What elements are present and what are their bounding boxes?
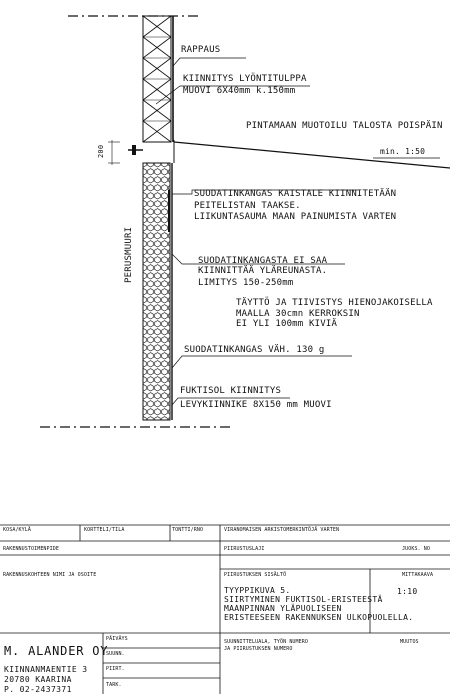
label-kiinnitys-1: KIINNITYS LYÖNTITULPPA bbox=[183, 74, 307, 84]
label-taytto-3: EI YLI 100mm KIVIÄ bbox=[236, 319, 338, 329]
tb-suunn: SUUNN. bbox=[106, 651, 125, 657]
company-name: M. ALANDER OY bbox=[4, 644, 109, 658]
tb-mittakaava: 1:10 bbox=[397, 587, 418, 596]
tb-kortteli-tila: KORTTELI/TILA bbox=[84, 527, 125, 533]
tb-suunnittelu: SUUNNITTELUALA, TYÖN NUMERO bbox=[224, 639, 308, 645]
label-pintamaan: PINTAMAAN MUOTOILU TALOSTA POISPÄIN bbox=[246, 121, 443, 131]
tb-tark: TARK. bbox=[106, 682, 122, 688]
tb-juoks-no: JUOKS. NO bbox=[402, 546, 430, 552]
label-min-slope: min. 1:50 bbox=[380, 147, 426, 156]
label-taytto-2: MAALLA 30cmn KERROKSIN bbox=[236, 309, 360, 319]
tb-sisalto-2: SIIRTYMINEN FUKTISOL-ERISTEESTÄ bbox=[224, 595, 383, 604]
label-perusmuuri: PERUSMUURI bbox=[124, 226, 134, 283]
company-phone: P. 02-2437371 bbox=[4, 685, 72, 694]
label-suod-vah: SUODATINKANGAS VÄH. 130 g bbox=[184, 345, 325, 355]
tb-piirustuslaji: PIIRUSTUSLAJI bbox=[224, 546, 265, 552]
label-suod-kaistale-3: LIIKUNTASAUMA MAAN PAINUMISTA VARTEN bbox=[194, 212, 397, 222]
dimension-200 bbox=[108, 140, 120, 165]
tb-sisalto-4: ERISTEESEEN RAKENNUKSEN ULKOPUOLELLA. bbox=[224, 613, 414, 622]
label-rappaus: RAPPAUS bbox=[181, 45, 221, 55]
tb-tontti-rno: TONTTI/RNO bbox=[172, 527, 204, 533]
label-taytto-1: TÄYTTÖ JA TIIVISTYS HIENOJAKOISELLA bbox=[236, 298, 433, 308]
label-suod-ei-1: SUODATINKANGASTA EI SAA bbox=[198, 256, 328, 266]
foundation-wall bbox=[143, 163, 170, 420]
tb-sisalto-3: MAANPINNAN YLÄPUOLISEEN bbox=[224, 604, 342, 613]
label-suod-kaistale-2: PEITELISTAN TAAKSE. bbox=[194, 201, 301, 211]
label-dim-200: 200 bbox=[97, 144, 105, 158]
label-fuktisol-1: FUKTISOL KIINNITYS bbox=[180, 386, 282, 396]
tb-suunnittelu-2: JA PIIRUSTUKSEN NUMERO bbox=[224, 646, 293, 652]
label-kiinnitys-2: MUOVI 6X40mm k.150mm bbox=[183, 86, 296, 96]
tb-paivays: PÄIVÄYS bbox=[106, 636, 128, 642]
insulation-panel bbox=[143, 16, 171, 142]
tb-rakennustoimenpide: RAKENNUSTOIMENPIDE bbox=[3, 546, 59, 552]
tb-sisalto-label: PIIRUSTUKSEN SISÄLTÖ bbox=[224, 572, 287, 578]
tb-kohteen-nimi: RAKENNUSKOHTEEN NIMI JA OSOITE bbox=[3, 572, 97, 578]
tb-muutos: MUUTOS bbox=[400, 639, 419, 645]
tb-sisalto-1: TYYPPIKUVA 5. bbox=[224, 586, 291, 595]
label-suod-kaistale-1: SUODATINKANGAS KAISTALE KIINNITETÄÄN bbox=[194, 189, 397, 199]
tb-piirt: PIIRT. bbox=[106, 666, 125, 672]
tb-viranomaisen: VIRANOMAISEN ARKISTOMERKINTÖJÄ VARTEN bbox=[224, 527, 340, 533]
company-address-1: KIINNANMAENTIE 3 bbox=[4, 665, 88, 674]
label-suod-ei-2: KIINNITTÄÄ YLÄREUNASTA. bbox=[198, 266, 328, 276]
anchor-dowel bbox=[128, 145, 143, 155]
label-suod-ei-3: LIMITYS 150-250mm bbox=[198, 278, 294, 288]
company-address-2: 20780 KAARINA bbox=[4, 675, 72, 684]
tb-kosa-kyla: KOSA/KYLÄ bbox=[3, 527, 31, 533]
label-fuktisol-2: LEVYKIINNIKE 8X150 mm MUOVI bbox=[180, 400, 332, 410]
tb-mittakaava-label: MITTAKAAVA bbox=[402, 572, 434, 578]
